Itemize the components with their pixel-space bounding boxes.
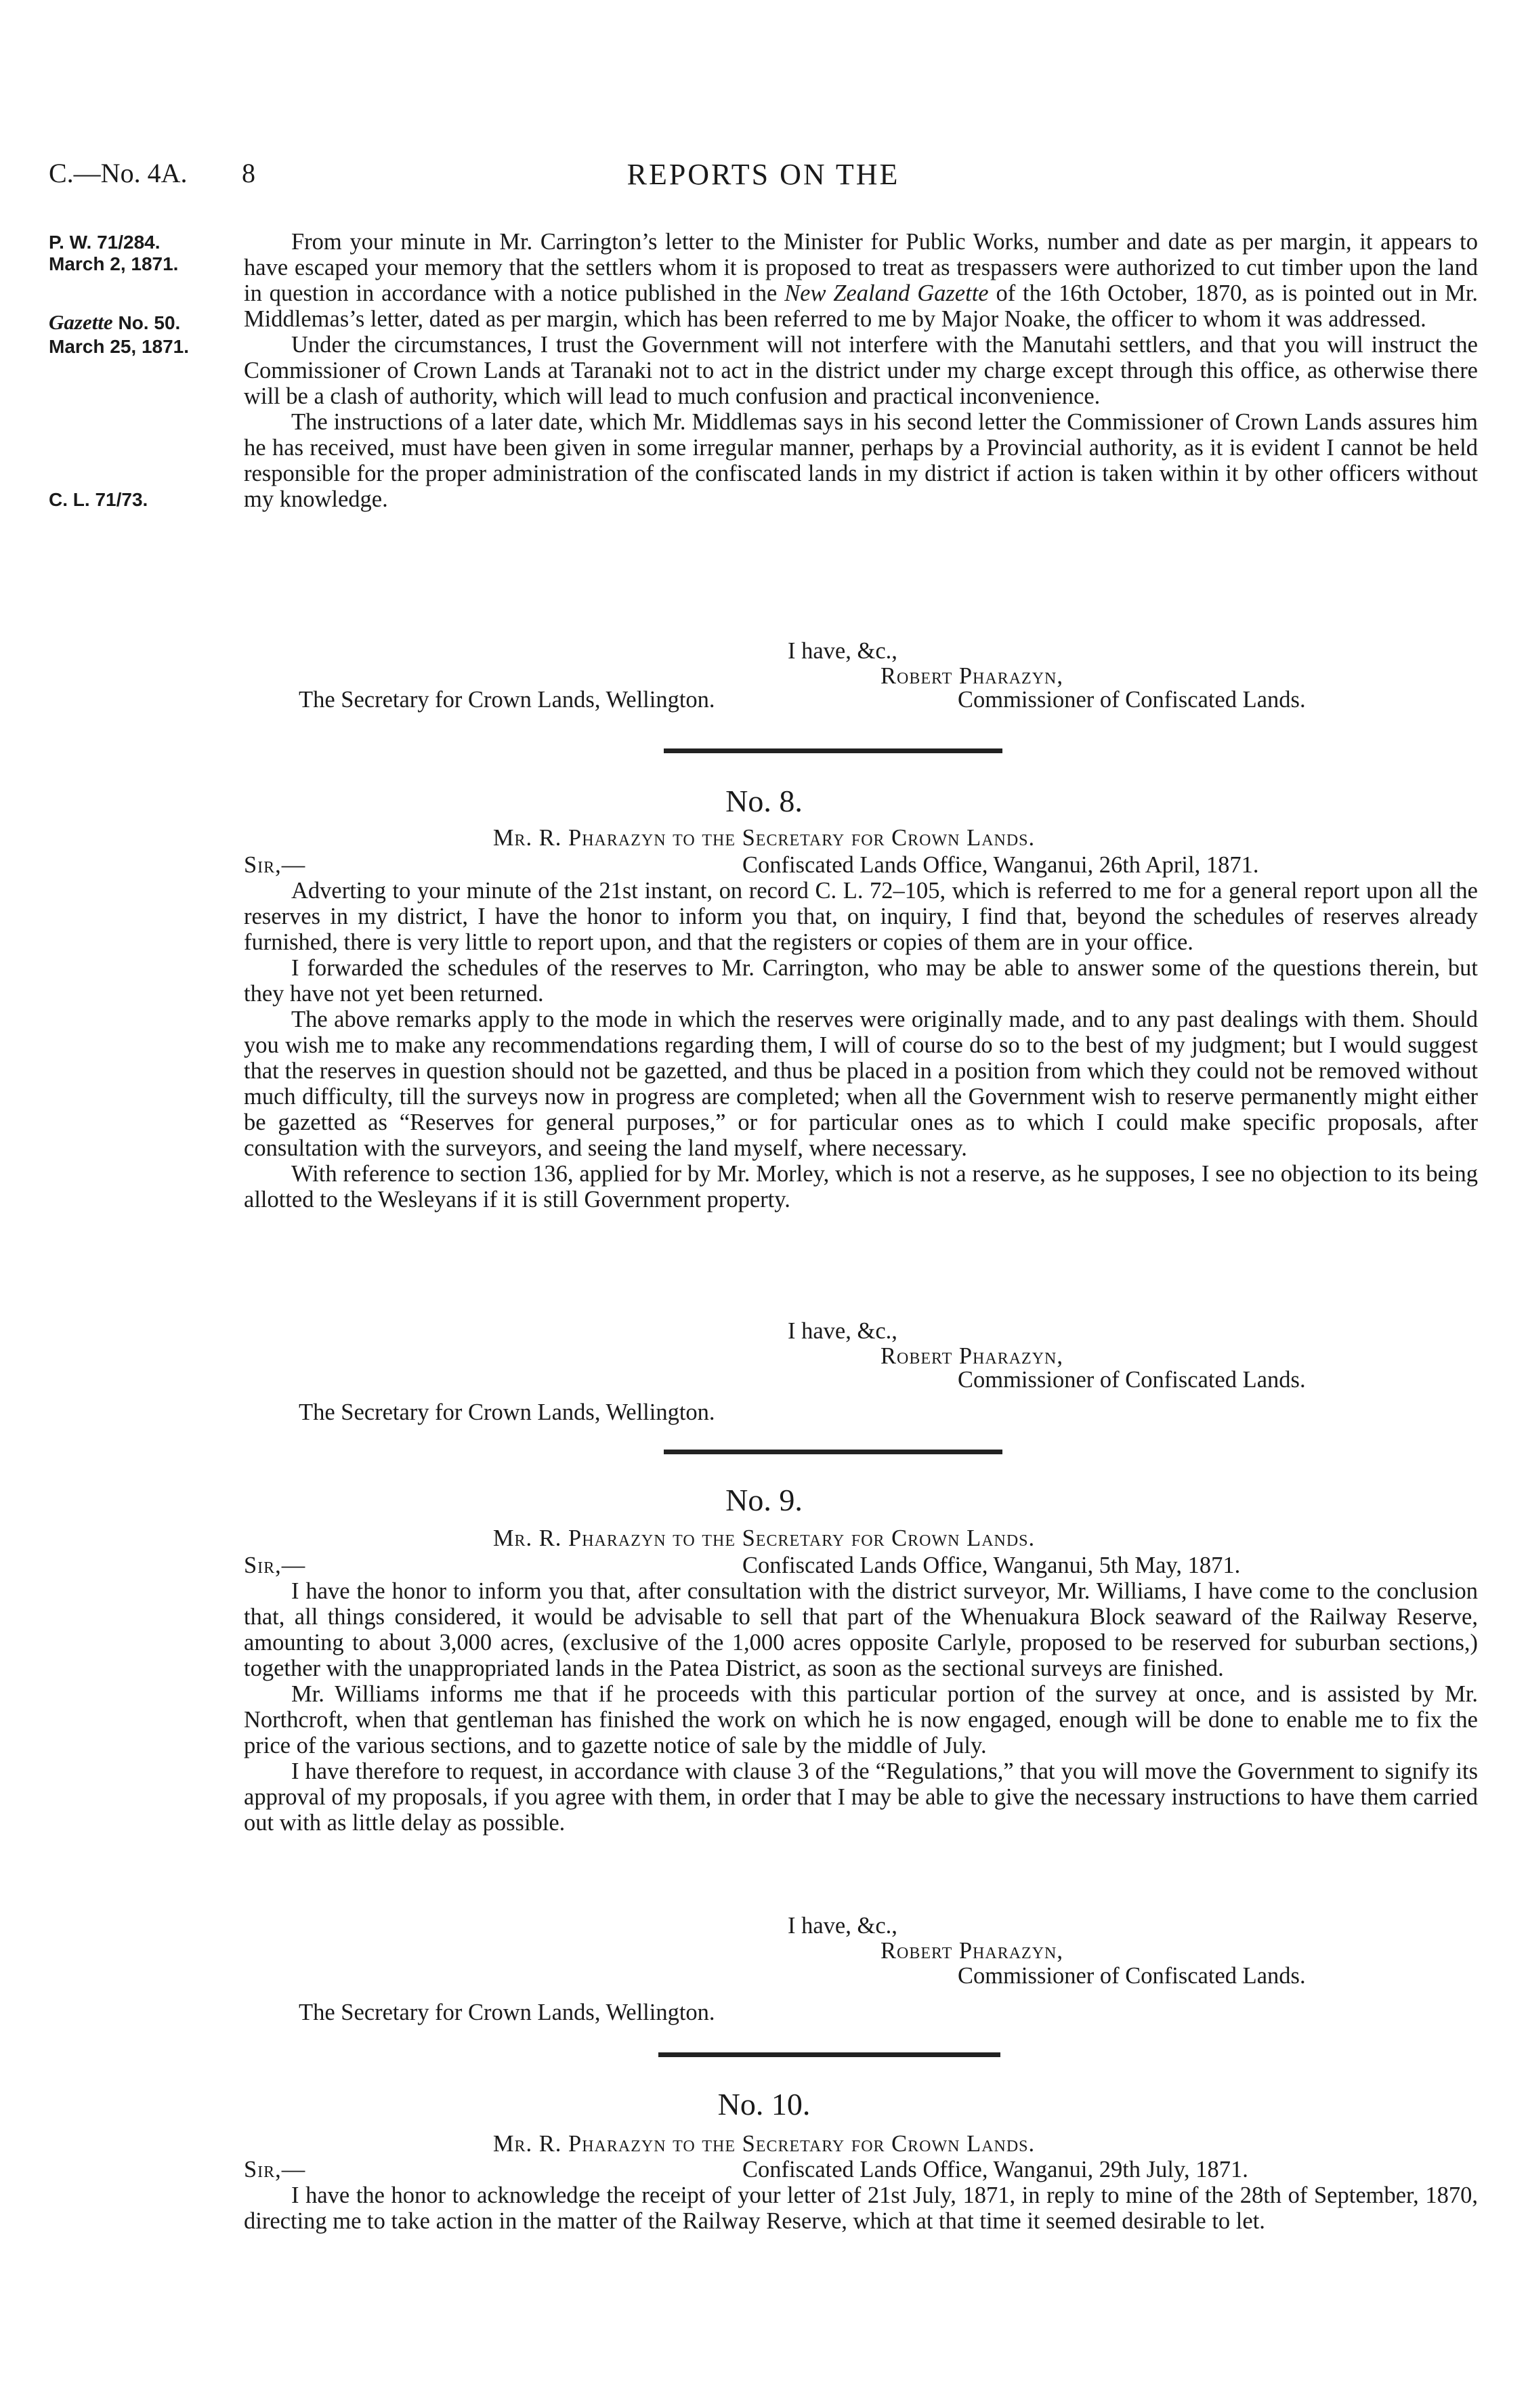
letter9-heading: Mr. R. Pharazyn to the Secretary for Crown Lands. [492, 1525, 1036, 1551]
margin-note-gazette-date: March 25, 1871. [49, 336, 190, 357]
letter8-paragraph-4: With reference to section 136, applied for by Mr. Morley, which is not a reserve, as he supposes, I see no objection to its being allotted to the Wesleyans if it is still Government property. [244, 1161, 1478, 1212]
letter9-paragraph-2: Mr. Williams informs me that if he proceeds with this particular portion of the survey at once, and is assisted by Mr. Northcroft, when that gentleman has finished the work on which he is now engaged, enough will be done to enable me to fix the price of the various sections, and to gazette notice of sale by the middle of July. [244, 1681, 1478, 1758]
letter10-body [244, 2182, 1478, 2234]
letter10-heading: Mr. R. Pharazyn to the Secretary for Crown Lands. [492, 2131, 1036, 2157]
letter7-closing: I have, &c., [788, 638, 897, 664]
letter8-address: Confiscated Lands Office, Wanganui, 26th April, 1871. [742, 852, 1259, 878]
letter10-paragraph-1: I have the honor to acknowledge the receipt of your letter of 21st July, 1871, in reply to mine of the 28th of September, 1870, directing me to take action in the matter of the Railway Reserve, which at that time it seemed desirable to let. [244, 2182, 1478, 2234]
header-ref: C.—No. 4A. [49, 158, 188, 188]
letter8-heading: Mr. R. Pharazyn to the Secretary for Crown Lands. [492, 825, 1036, 851]
letter8-addressee: The Secretary for Crown Lands, Wellington. [299, 1399, 715, 1425]
section-divider [664, 748, 1002, 753]
margin-note-pw: P. W. 71/284. [49, 232, 161, 253]
running-header [49, 157, 1478, 198]
letter8-paragraph-1: Adverting to your minute of the 21st instant, on record C. L. 72–105, which is referred to me for a general report upon all the reserves in my district, I have the honor to inform you that, on inquiry, I find that, beyond the schedules of reserves already furnished, there is very little to report upon, and that the registers or copies of them are in your office. [244, 878, 1478, 955]
letter9-paragraph-1: I have the honor to inform you that, after consultation with the district surveyor, Mr. Williams, I have come to the conclusion that, all things considered, it would be advisable to sell that part of the Whenuakura Block seaward of the Railway Reserve, amounting to about 3,000 acres, (exclusive of the 1,000 acres opposite Carlyle, proposed to be reserved for suburban sections,) together with the unappropriated lands in the Patea District, as soon as the sectional surveys are finished. [244, 1578, 1478, 1681]
letter9-closing: I have, &c., [788, 1913, 897, 1939]
margin-note-gazette [49, 312, 180, 334]
letter10-number: No. 10. [717, 2087, 811, 2121]
letter9-signature: Robert Pharazyn, [880, 1938, 1064, 1964]
letter9-body [244, 1578, 1478, 1836]
margin-note-cl: C. L. 71/73. [49, 489, 148, 510]
margin-note-gazette-italic: Gazette [49, 310, 113, 334]
letter7-paragraph-2: Under the circumstances, I trust the Government will not interfere with the Manutahi settlers, and that you will instruct the Commissioner of Crown Lands at Taranaki not to act in the district under my charge except through this office, as otherwise there will be a clash of authority, which will lead to much confusion and practical inconvenience. [244, 332, 1478, 409]
letter7-addressee: The Secretary for Crown Lands, Wellington. [299, 687, 715, 713]
letter9-addressee: The Secretary for Crown Lands, Wellington. [299, 2000, 715, 2025]
letter8-signer-title: Commissioner of Confiscated Lands. [958, 1367, 1306, 1393]
letter10-address: Confiscated Lands Office, Wanganui, 29th July, 1871. [742, 2157, 1248, 2182]
letter8-paragraph-3: The above remarks apply to the mode in which the reserves were originally made, and to any past dealings with them. Should you wish me to make any recommendations regarding them, I will of course do so to the best of my judgment; but I would suggest that the reserves in question should not be gazetted, and thus be placed in a position from which they could not be removed without much difficulty, till the surveys now in progress are completed; when all the Government wish to reserve permanently might either be gazetted as “Reserves for general purposes,” or for particular ones as to which I could make specific proposals, after consultation with the surveyors, and seeing the land myself, where necessary. [244, 1007, 1478, 1161]
letter8-signature: Robert Pharazyn, [880, 1343, 1064, 1369]
letter7-paragraph-1: From your minute in Mr. Carrington’s letter to the Minister for Public Works, number and date as per margin, it appears to have escaped your memory that the settlers whom it is proposed to treat as trespassers were authorized to cut timber upon the land in question in accordance with a notice published in the New Zealand Gazette of the 16th October, 1870, as is pointed out in Mr. Middlemas’s letter, dated as per margin, which has been referred to me by Major Noake, the officer to whom it was addressed. [244, 229, 1479, 332]
letter8-closing: I have, &c., [788, 1318, 897, 1344]
letter8-body [244, 878, 1478, 1212]
margin-note-pw-date: March 2, 1871. [49, 253, 179, 274]
margin-note-gazette-no: No. 50. [118, 312, 181, 333]
section-divider [664, 1450, 1002, 1454]
letter9-signer-title: Commissioner of Confiscated Lands. [958, 1963, 1306, 1989]
letter10-salutation: Sir,— [244, 2157, 306, 2182]
letter9-paragraph-3: I have therefore to request, in accordance with clause 3 of the “Regulations,” that you will move the Government to signify its approval of my proposals, if you agree with them, in order that I may be able to give the necessary instructions to have them carried out with as little delay as possible. [244, 1758, 1478, 1836]
letter7-paragraph-3: The instructions of a later date, which Mr. Middlemas says in his second letter the Commissioner of Crown Lands assures him he has received, must have been given in some irregular manner, perhaps by a Provincial authority, as it is evident I cannot be held responsible for the proper administration of the confiscated lands in my district if action is taken within it by other officers without my knowledge. [244, 409, 1478, 512]
letter9-address: Confiscated Lands Office, Wanganui, 5th May, 1871. [742, 1552, 1241, 1578]
letter7-signer-title: Commissioner of Confiscated Lands. [958, 687, 1306, 713]
letter8-salutation: Sir,— [244, 852, 306, 878]
page-title: REPORTS ON THE [627, 158, 900, 191]
page-number: 8 [242, 158, 255, 188]
letter9-salutation: Sir,— [244, 1552, 306, 1578]
section-divider [658, 2052, 1000, 2057]
letter8-number: No. 8. [725, 784, 803, 818]
letter7-signature: Robert Pharazyn, [880, 663, 1064, 689]
letter8-paragraph-2: I forwarded the schedules of the reserves to Mr. Carrington, who may be able to answer some of the questions therein, but they have not yet been returned. [244, 955, 1478, 1007]
letter7-body [244, 229, 1478, 512]
letter9-number: No. 9. [725, 1483, 803, 1517]
